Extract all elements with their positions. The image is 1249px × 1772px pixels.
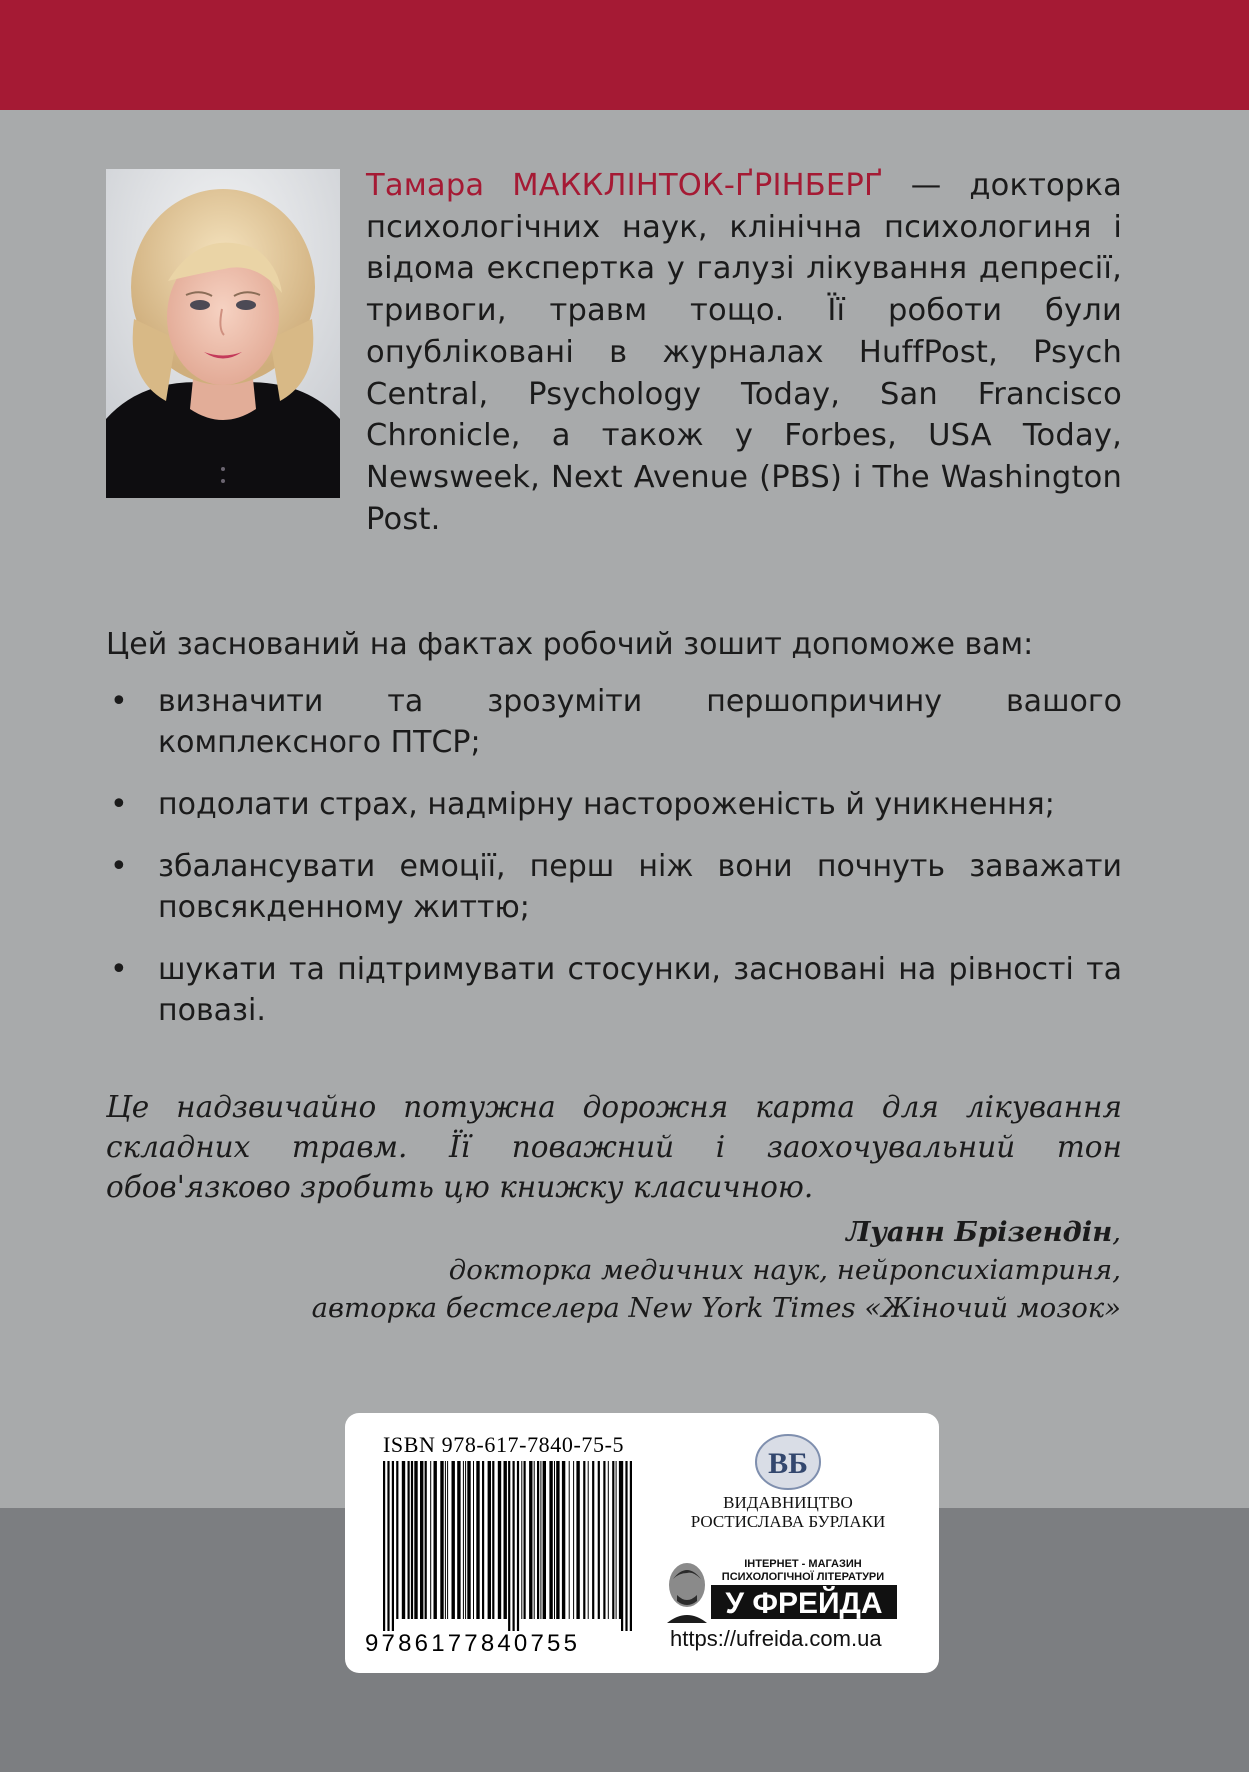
barcode-bar (440, 1461, 443, 1619)
barcode-guard-bar (508, 1461, 510, 1631)
list-item-text: шукати та підтримувати стосунки, засновані на рівності та повазі. (158, 952, 1122, 1028)
features-intro: Цей заснований на фактах робочий зошит допоможе вам: (106, 627, 1034, 662)
bullet-icon: • (110, 787, 128, 822)
features-list (106, 681, 1122, 1052)
barcode-bar (549, 1461, 552, 1619)
list-item-text: подолати страх, надмірну настороженість й уникнення; (158, 787, 1055, 822)
barcode-bar (408, 1461, 410, 1619)
barcode-bar (465, 1461, 466, 1619)
publisher-name (685, 1493, 891, 1531)
barcode-bar (554, 1461, 555, 1619)
store-url: https://ufreida.com.ua (670, 1626, 882, 1651)
store-tagline-1: ІНТЕРНЕТ - МАГАЗИН (744, 1558, 862, 1570)
barcode-digits: 9786177840755 (365, 1630, 581, 1657)
publisher-name-line2: РОСТИСЛАВА БУРЛАКИ (690, 1512, 886, 1531)
barcode-bar (452, 1461, 455, 1619)
barcode-bar (402, 1461, 405, 1619)
barcode-bar (492, 1461, 494, 1619)
isbn-label-card (345, 1413, 939, 1673)
publisher-logo-icon (753, 1433, 823, 1491)
bullet-icon: • (110, 952, 128, 987)
list-item (106, 949, 1122, 1031)
barcode-bar (524, 1461, 526, 1619)
isbn-number: ISBN 978-617-7840-75-5 (383, 1432, 625, 1457)
publisher-name-line1: ВИДАВНИЦТВО (723, 1493, 853, 1512)
barcode-bar (603, 1461, 605, 1619)
barcode-bar (543, 1461, 546, 1619)
barcode (383, 1461, 633, 1631)
barcode-bar (504, 1461, 507, 1619)
barcode-bar (576, 1461, 579, 1619)
barcode-bar (445, 1461, 446, 1619)
barcode-bar (420, 1461, 423, 1619)
barcode-bar (592, 1461, 594, 1619)
barcode-guard-bar (517, 1461, 519, 1631)
barcode-bar (425, 1461, 427, 1619)
barcode-bar (476, 1461, 479, 1619)
author-photo (106, 169, 340, 498)
barcode-guard-bar (387, 1461, 389, 1631)
barcode-bar (498, 1461, 501, 1619)
barcode-bar (612, 1461, 614, 1619)
list-item (106, 681, 1122, 763)
barcode-bar (521, 1461, 522, 1619)
barcode-bar (573, 1461, 574, 1619)
barcode-bar (447, 1461, 448, 1619)
barcode-bar (434, 1461, 437, 1619)
store-tagline-2: ПСИХОЛОГІЧНОЇ ЛІТЕРАТУРИ (721, 1571, 885, 1583)
author-bio-text: — докторка психологічних наук, клінічна психологиня і відома експертка у галузі лікування депресії, тривоги, травм тощо. Її роботи були опубліковані в журналах HuffPost, Psych Central, Psychology Today, San Francisco Chronicle, а також у Forbes, USA Today, Newsweek, Next Avenue (PBS) і The Washington Post. (366, 168, 1122, 537)
top-red-band (0, 0, 1249, 110)
barcode-bar (414, 1461, 417, 1619)
barcode-bar (467, 1461, 470, 1619)
endorser-name: Луанн Брізендін (846, 1216, 1113, 1248)
barcode-bar (562, 1461, 565, 1619)
bullet-icon: • (110, 849, 128, 884)
barcode-bar (569, 1461, 570, 1619)
barcode-bar (537, 1461, 539, 1619)
bullet-icon: • (110, 684, 128, 719)
barcode-guard-bar (630, 1461, 632, 1631)
ufreida-logo (663, 1555, 899, 1623)
endorsement-quote: Це надзвичайно потужна дорожня карта для лікування складних травм. Її поважний і заохочувальний тон обов'язково зробить цю книжку класичною. (106, 1090, 1122, 1204)
barcode-bar (488, 1461, 491, 1619)
barcode-bar (482, 1461, 484, 1619)
barcode-bar (598, 1461, 600, 1619)
publisher-logo-text: ВБ (768, 1447, 808, 1480)
author-name: Тамара МАККЛІНТОК-ҐРІНБЕРҐ (366, 168, 883, 203)
barcode-bar (583, 1461, 585, 1619)
barcode-guard-bar (383, 1461, 385, 1631)
barcode-bar (588, 1461, 589, 1619)
list-item-text: збалансувати емоції, перш ніж вони почнуть заважати повсякденному життю; (158, 849, 1122, 925)
barcode-bar (534, 1461, 535, 1619)
barcode-bar (457, 1461, 460, 1619)
barcode-bar (411, 1461, 413, 1619)
barcode-guard-bar (513, 1461, 515, 1631)
endorsement-attribution (312, 1213, 1121, 1327)
barcode-guard-bar (625, 1461, 627, 1631)
list-item (106, 846, 1122, 928)
barcode-guard-bar (621, 1461, 623, 1631)
barcode-bar (473, 1461, 474, 1619)
barcode-bar (540, 1461, 541, 1619)
barcode-bar (529, 1461, 532, 1619)
store-name: У ФРЕЙДА (725, 1587, 883, 1620)
barcode-bar (463, 1461, 464, 1619)
list-item (106, 784, 1122, 825)
barcode-bar (396, 1461, 398, 1619)
barcode-bar (616, 1461, 617, 1619)
barcode-bar (608, 1461, 609, 1619)
barcode-bar (430, 1461, 431, 1619)
barcode-bar (556, 1461, 559, 1619)
author-bio (366, 165, 1122, 540)
barcode-guard-bar (392, 1461, 394, 1631)
endorser-name-suffix: , (1112, 1216, 1121, 1248)
endorser-title: докторка медичних наук, нейропсихіатриня, (448, 1254, 1121, 1286)
endorser-credit: авторка бестселера New York Times «Жіночий мозок» (311, 1292, 1121, 1324)
list-item-text: визначити та зрозуміти першопричину вашого комплексного ПТСР; (158, 684, 1122, 760)
